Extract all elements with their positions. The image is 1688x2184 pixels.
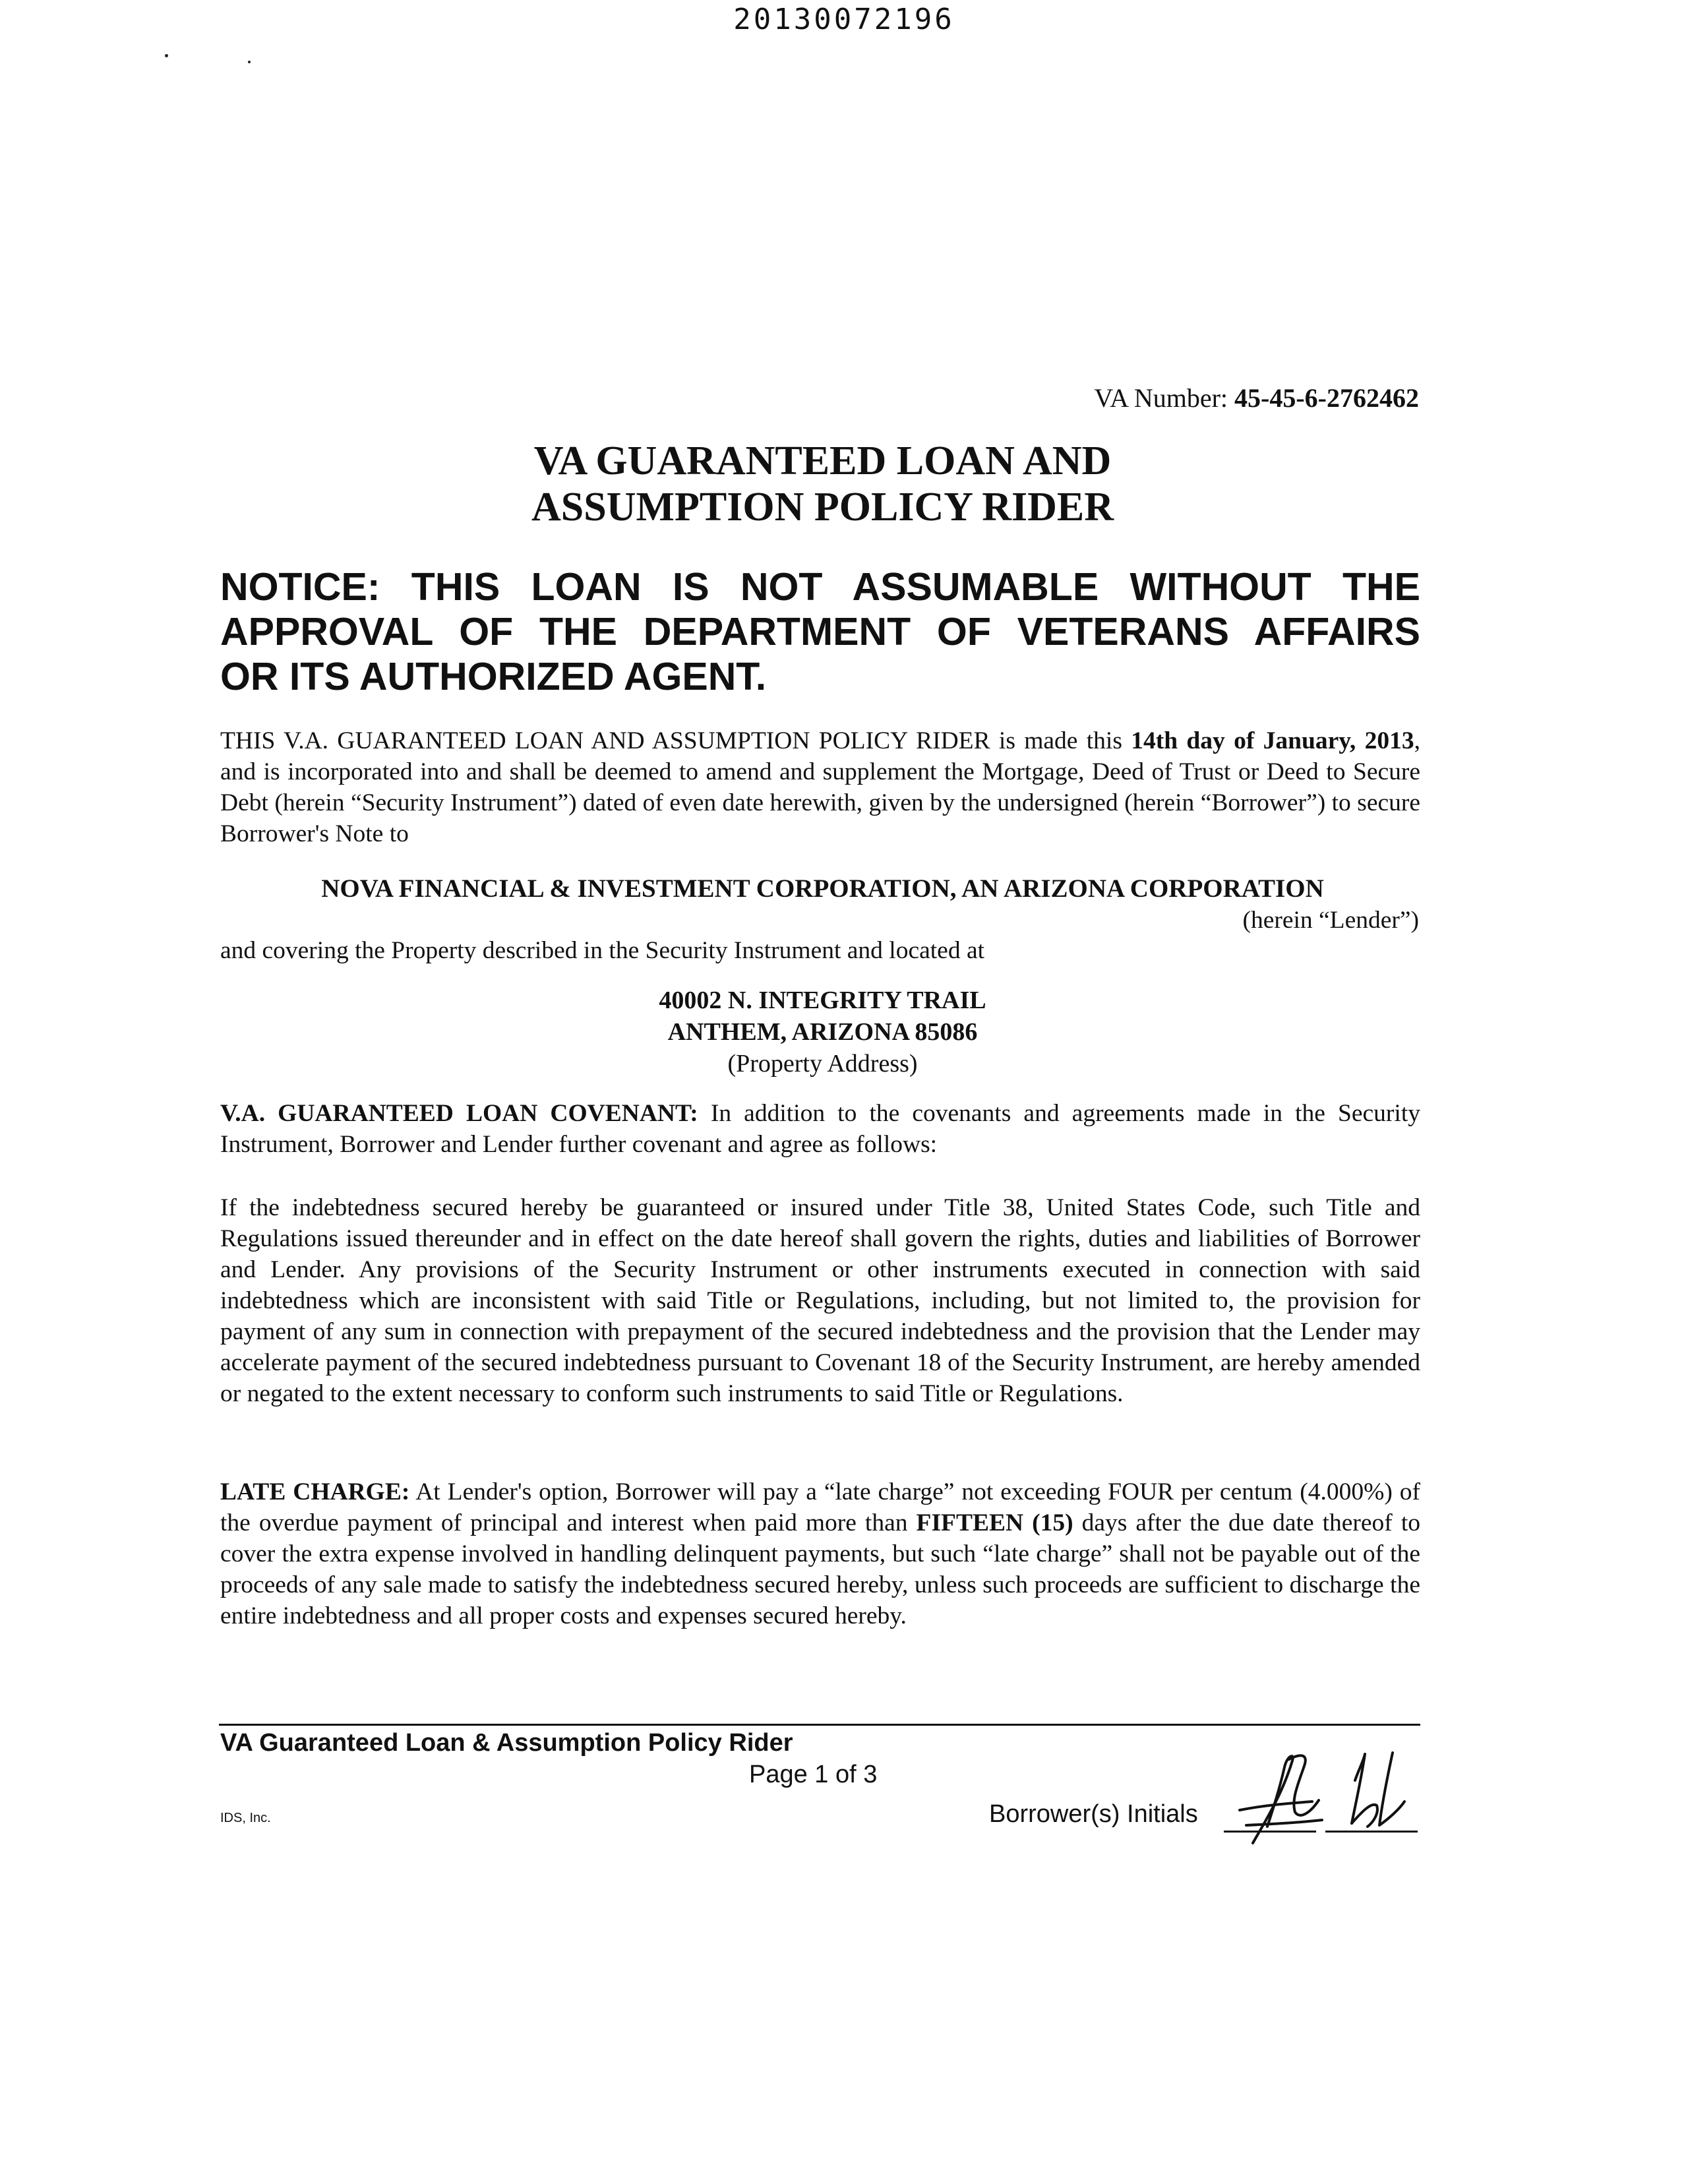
- property-address: [0, 985, 1645, 1079]
- intro-paragraph: [220, 725, 1420, 849]
- title-38-paragraph: If the indebtedness secured hereby be guaranteed or insured under Title 38, United States Code, such Title and Regulations issued thereunder and in effect on the date hereof shall govern the rights, duties and liabilities of Borrower and Lender. Any provisions of the Security Instrument or other instruments executed in connection with said indebtedness which are inconsistent with said Title or Regulations, including, but not limited to, the provision for payment of any sum in connection with prepayment of the secured indebtedness and the provision that the Lender may accelerate payment of the secured indebtedness pursuant to Covenant 18 of the Security Instrument, are hereby amended or negated to the extent necessary to conform such instruments to said Title or Regulations.: [220, 1194, 1420, 1407]
- initials-label: Borrower(s) Initials: [989, 1800, 1198, 1828]
- footer-rule: [219, 1724, 1420, 1726]
- notice-line-3: OR ITS AUTHORIZED AGENT.: [220, 655, 767, 698]
- covenant-paragraph: [220, 1098, 1420, 1160]
- lender-herein: (herein “Lender”): [1242, 907, 1419, 934]
- covenant-text: In addition to the covenants and agreements made in the Security Instrument, Borrower and Lender further covenant and agree as follows:: [220, 1100, 1420, 1158]
- covenant-heading: V.A. GUARANTEED LOAN COVENANT:: [220, 1100, 698, 1127]
- borrower-initials-signature: [1226, 1741, 1424, 1853]
- va-number-label: VA Number:: [1094, 383, 1228, 413]
- footer-form-title: VA Guaranteed Loan & Assumption Policy Rider: [220, 1729, 793, 1757]
- late-charge-paragraph: [220, 1476, 1420, 1631]
- vendor-name: IDS, Inc.: [220, 1811, 271, 1825]
- notice-line-2: APPROVAL OF THE DEPARTMENT OF VETERANS AFFAIRS: [220, 610, 1420, 653]
- late-charge-heading: LATE CHARGE:: [220, 1478, 410, 1505]
- scan-speck: [248, 61, 251, 63]
- rider-date: 14th day of January, 2013: [1131, 727, 1414, 754]
- lender-name: NOVA FINANCIAL & INVESTMENT CORPORATION, AN ARIZONA CORPORATION: [321, 874, 1324, 903]
- title-line-1: VA GUARANTEED LOAN AND: [533, 439, 1112, 483]
- intro-text-2: , and is incorporated into and shall be deemed to amend and supplement the Mortgage, Deed of Trust or Deed to Secure Debt (herein “Security Instrument”) dated of even date herewith, given by the undersigned (herein “Borrower”) to secure Borrower's Note to: [220, 727, 1420, 847]
- late-charge-text-2: days after the due date thereof to cover the extra expense involved in handling delinquent payments, but such “late charge” shall not be payable out of the proceeds of any sale made to satisfy the indebtedness secured hereby, unless such proceeds are sufficient to discharge the entire indebtedness and all proper costs and expenses secured hereby.: [220, 1509, 1421, 1629]
- property-line-1: 40002 N. INTEGRITY TRAIL: [659, 986, 986, 1014]
- late-charge-days: FIFTEEN (15): [916, 1509, 1073, 1536]
- intro-text-1: THIS V.A. GUARANTEED LOAN AND ASSUMPTION POLICY RIDER is made this: [220, 727, 1131, 754]
- property-line-2: ANTHEM, ARIZONA 85086: [667, 1018, 978, 1046]
- va-number: [1094, 382, 1419, 413]
- title-line-2: ASSUMPTION POLICY RIDER: [531, 485, 1114, 530]
- va-number-value: 45-45-6-2762462: [1234, 383, 1419, 413]
- notice: [220, 564, 1420, 699]
- notice-line-1: NOTICE: THIS LOAN IS NOT ASSUMABLE WITHOUT THE: [220, 565, 1420, 609]
- scan-speck: [165, 54, 168, 57]
- covering-text: and covering the Property described in the Security Instrument and located at: [220, 937, 985, 964]
- property-address-label: (Property Address): [727, 1050, 918, 1077]
- document-title: [0, 438, 1645, 530]
- page-number: Page 1 of 3: [749, 1761, 878, 1788]
- recording-number: 20130072196: [733, 3, 955, 36]
- late-charge-text-1: At Lender's option, Borrower will pay a “late charge” not exceeding FOUR per centum (4.000%) of the overdue payment of principal and interest when paid more than: [220, 1478, 1420, 1536]
